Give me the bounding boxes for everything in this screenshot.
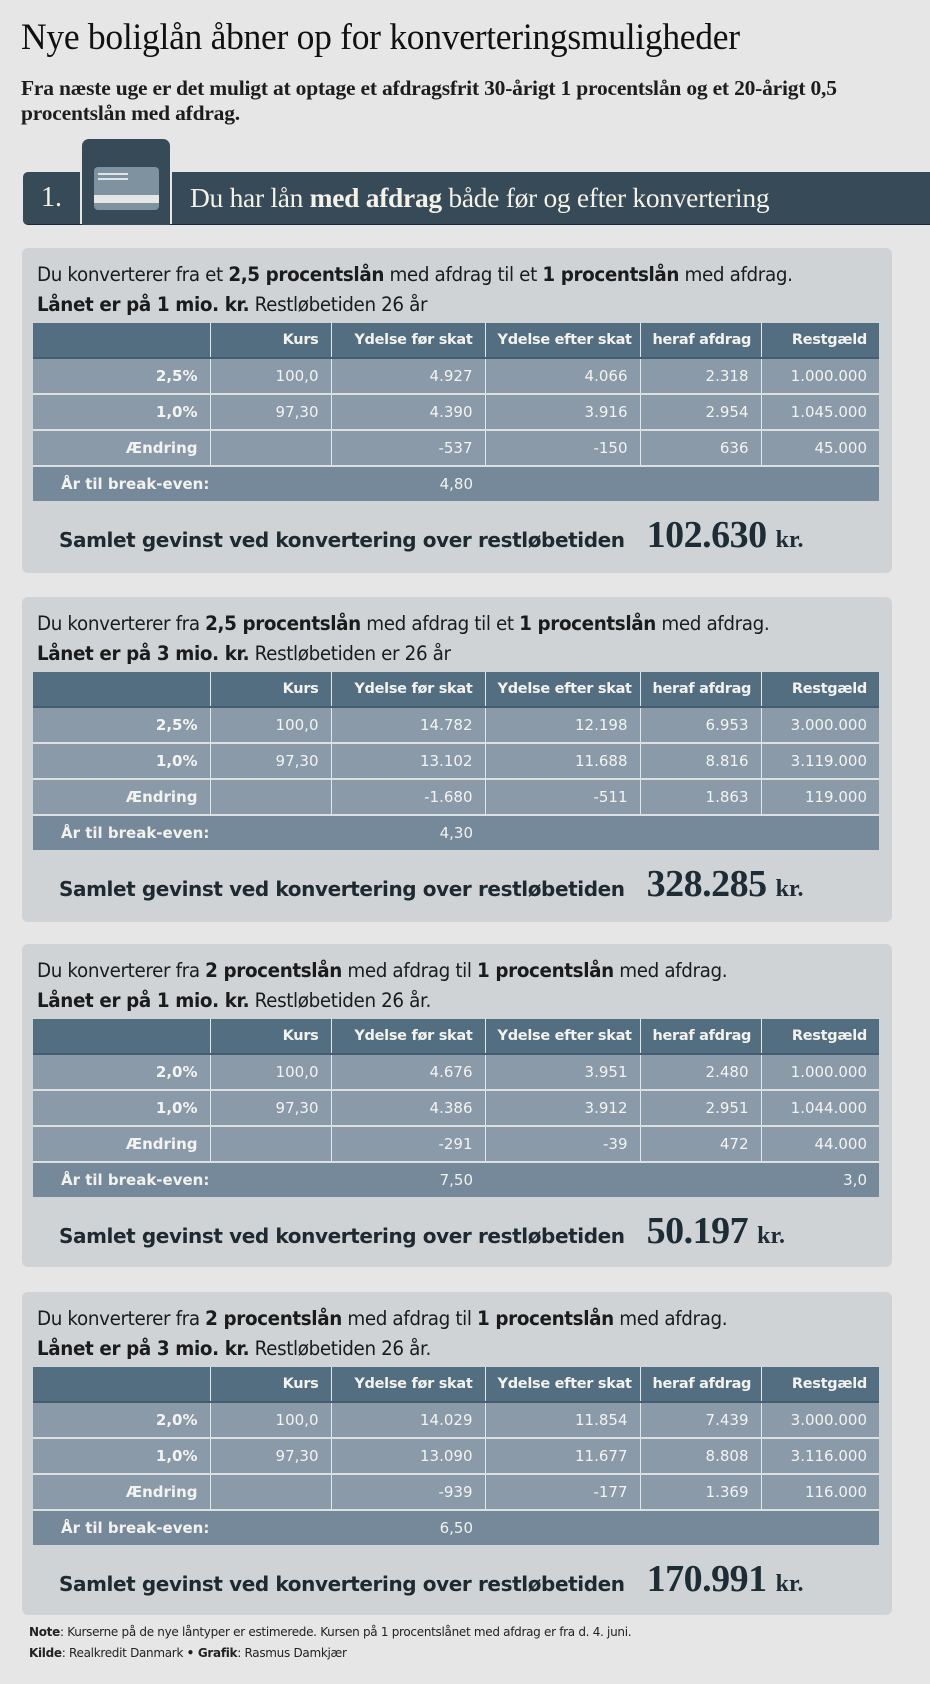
table-cell: -939 [331,1474,485,1510]
total-gain [59,1209,785,1253]
breakeven-row [33,1162,879,1197]
graphic-label: Grafik [197,1646,238,1660]
column-header [33,1019,210,1054]
section-title-text: både før og efter konvertering [441,182,770,213]
table-row [33,1126,879,1162]
column-header: Ydelse efter skat [485,323,640,358]
column-header: Kurs [210,1019,331,1054]
currency: kr. [757,1223,785,1249]
graphic-text: : Rasmus Damkjær [237,1646,347,1660]
column-header: Kurs [210,1367,331,1402]
intro-text: med afdrag. [613,959,728,982]
table-cell: 1.369 [640,1474,761,1510]
table-cell: -1.680 [331,779,485,815]
row-label: Ændring [33,779,210,815]
total-amount: 328.285 [646,863,767,905]
intro-text: med afdrag til et [360,612,520,635]
table-row [33,779,879,815]
from-loan: 2,5 procentslån [228,263,385,286]
credits-line [29,1643,631,1664]
column-header: heraf afdrag [640,323,761,358]
table-cell: 3.951 [485,1054,640,1090]
loan-amount: Lånet er på 1 mio. kr. [37,293,250,316]
intro-text: med afdrag til [341,1307,478,1330]
table-cell: 100,0 [210,358,331,394]
table-cell: 97,30 [210,1090,331,1126]
table-header-row [33,1367,879,1402]
section-divider [170,172,172,224]
table-cell: 3.000.000 [761,1402,879,1438]
intro-text: med afdrag. [655,612,770,635]
remaining-term: Restløbetiden 26 år. [249,1337,431,1360]
row-label: Ændring [33,1474,210,1510]
total-gain [59,1557,803,1601]
row-label: 1,0% [33,743,210,779]
table-row [33,1402,879,1438]
row-label: Ændring [33,1126,210,1162]
total-label: Samlet gevinst ved konvertering over restløbetiden [59,528,625,552]
table-row [33,1438,879,1474]
breakeven-extra [761,1510,879,1545]
empty-cell [485,1510,640,1545]
empty-cell [640,815,761,850]
column-header: heraf afdrag [640,1019,761,1054]
column-header: Ydelse før skat [331,1019,485,1054]
loan-amount: Lånet er på 3 mio. kr. [37,642,250,665]
column-header: Restgæld [761,672,879,707]
table-cell: 1.045.000 [761,394,879,430]
intro-text: med afdrag. [679,263,793,286]
page-subtitle: Fra næste uge er det muligt at optage et afdragsfrit 30-årigt 1 procentslån og et 20-årigt 0,5 procentslån med afdrag. [21,76,837,125]
loan-amount: Lånet er på 3 mio. kr. [37,1337,250,1360]
total-amount: 170.991 [646,1558,767,1600]
table-cell [210,430,331,466]
table-cell: 3.116.000 [761,1438,879,1474]
table-cell: 44.000 [761,1126,879,1162]
scenario-box [22,1292,892,1615]
breakeven-label: År til break-even: [33,1510,331,1545]
intro-text: Du konverterer fra [37,612,206,635]
table-cell: -511 [485,779,640,815]
table-header-row [33,323,879,358]
row-label: 1,0% [33,1090,210,1126]
scenario-table [33,672,879,850]
table-cell: 4.390 [331,394,485,430]
column-header: Ydelse efter skat [485,1367,640,1402]
to-loan: 1 procentslån [477,959,614,982]
table-cell: 3.000.000 [761,707,879,743]
column-header: Ydelse før skat [331,323,485,358]
table-cell: 2.954 [640,394,761,430]
table-cell: 6.953 [640,707,761,743]
credit-card-icon [94,167,159,210]
total-amount: 50.197 [646,1210,749,1252]
intro-text: Du konverterer fra [37,959,206,982]
scenario-intro [37,260,836,320]
remaining-term: Restløbetiden 26 år [249,293,428,316]
table-row [33,743,879,779]
column-header: Restgæld [761,1019,879,1054]
note-line [29,1622,631,1643]
to-loan: 1 procentslån [477,1307,614,1330]
breakeven-value: 4,80 [331,466,485,501]
breakeven-row [33,1510,879,1545]
remaining-term: Restløbetiden 26 år. [249,989,431,1012]
breakeven-value: 7,50 [331,1162,485,1197]
column-header [33,1367,210,1402]
table-row [33,707,879,743]
breakeven-extra: 3,0 [761,1162,879,1197]
table-cell: -150 [485,430,640,466]
scenario-table [33,1019,879,1197]
column-header: Ydelse før skat [331,1367,485,1402]
table-cell: 11.854 [485,1402,640,1438]
table-cell: 1.863 [640,779,761,815]
table-cell: 636 [640,430,761,466]
table-cell: 2.318 [640,358,761,394]
table-cell: 11.677 [485,1438,640,1474]
table-row [33,394,879,430]
table-cell: 3.119.000 [761,743,879,779]
column-header [33,672,210,707]
empty-cell [485,815,640,850]
currency: kr. [775,1571,804,1597]
table-cell [210,779,331,815]
empty-cell [640,1510,761,1545]
intro-text: Du konverterer fra et [37,263,229,286]
table-cell: 116.000 [761,1474,879,1510]
table-cell: 3.912 [485,1090,640,1126]
intro-text: med afdrag til [341,959,478,982]
table-row [33,430,879,466]
scenario-intro [37,609,836,669]
section-title-emphasis: med afdrag [309,182,442,213]
table-row [33,1054,879,1090]
table-cell: 14.029 [331,1402,485,1438]
row-label: 1,0% [33,1438,210,1474]
breakeven-row [33,466,879,501]
separator-bullet: • [186,1646,198,1660]
column-header: Ydelse efter skat [485,1019,640,1054]
column-header: Restgæld [761,1367,879,1402]
table-cell: 13.090 [331,1438,485,1474]
table-cell: 45.000 [761,430,879,466]
table-cell: 13.102 [331,743,485,779]
intro-text: Du konverterer fra [37,1307,206,1330]
column-header: Kurs [210,672,331,707]
table-cell: 97,30 [210,743,331,779]
column-header: Restgæld [761,323,879,358]
table-cell: 97,30 [210,1438,331,1474]
table-row [33,1090,879,1126]
table-cell: 97,30 [210,394,331,430]
to-loan: 1 procentslån [542,263,680,286]
table-header-row [33,1019,879,1054]
intro-text: med afdrag. [613,1307,728,1330]
total-label: Samlet gevinst ved konvertering over restløbetiden [59,877,625,901]
row-label: Ændring [33,430,210,466]
empty-cell [640,1162,761,1197]
scenario-table [33,1367,879,1545]
scenario-intro [37,956,836,1016]
table-cell: 1.000.000 [761,1054,879,1090]
table-cell: 119.000 [761,779,879,815]
currency: kr. [775,876,804,902]
table-cell: 4.676 [331,1054,485,1090]
column-header: heraf afdrag [640,672,761,707]
section-title [190,172,769,224]
table-cell: 4.066 [485,358,640,394]
breakeven-extra [761,815,879,850]
table-header-row [33,672,879,707]
table-cell: 100,0 [210,1054,331,1090]
from-loan: 2,5 procentslån [205,612,361,635]
from-loan: 2 procentslån [205,1307,342,1330]
breakeven-value: 4,30 [331,815,485,850]
table-cell: 3.916 [485,394,640,430]
breakeven-extra [761,466,879,501]
table-cell: 8.808 [640,1438,761,1474]
column-header: heraf afdrag [640,1367,761,1402]
table-cell: -177 [485,1474,640,1510]
table-row [33,1474,879,1510]
empty-cell [485,466,640,501]
scenario-box [22,944,892,1267]
scenario-box [22,248,892,573]
to-loan: 1 procentslån [519,612,656,635]
breakeven-value: 6,50 [331,1510,485,1545]
section-number: 1. [41,182,62,213]
intro-text: med afdrag til et [384,263,543,286]
breakeven-label: År til break-even: [33,1162,331,1197]
footer-notes [29,1622,631,1664]
total-amount: 102.630 [646,514,767,556]
total-label: Samlet gevinst ved konvertering over restløbetiden [59,1224,625,1248]
scenario-intro [37,1304,836,1364]
table-cell: 2.480 [640,1054,761,1090]
column-header: Ydelse efter skat [485,672,640,707]
scenario-table [33,323,879,501]
table-cell: 2.951 [640,1090,761,1126]
currency: kr. [775,527,804,553]
source-label: Kilde [29,1646,62,1660]
column-header: Kurs [210,323,331,358]
row-label: 2,5% [33,707,210,743]
table-cell [210,1474,331,1510]
breakeven-label: År til break-even: [33,466,331,501]
table-cell: 8.816 [640,743,761,779]
table-cell: -537 [331,430,485,466]
table-cell: -291 [331,1126,485,1162]
table-cell: 11.688 [485,743,640,779]
empty-cell [485,1162,640,1197]
loan-amount: Lånet er på 1 mio. kr. [37,989,250,1012]
column-header [33,323,210,358]
breakeven-label: År til break-even: [33,815,331,850]
table-cell: 100,0 [210,707,331,743]
table-cell: 12.198 [485,707,640,743]
note-label: Note [29,1625,60,1639]
table-cell: 1.000.000 [761,358,879,394]
table-cell: 100,0 [210,1402,331,1438]
page-title: Nye boliglån åbner op for konverteringsmuligheder [21,17,740,58]
row-label: 2,0% [33,1402,210,1438]
remaining-term: Restløbetiden er 26 år [249,642,451,665]
total-label: Samlet gevinst ved konvertering over restløbetiden [59,1572,625,1596]
column-header: Ydelse før skat [331,672,485,707]
row-label: 1,0% [33,394,210,430]
table-cell: 4.927 [331,358,485,394]
table-cell [210,1126,331,1162]
table-cell: 7.439 [640,1402,761,1438]
total-gain [59,862,803,906]
source-text: : Realkredit Danmark [61,1646,187,1660]
note-text: : Kurserne på de nye låntyper er estimerede. Kursen på 1 procentslånet med afdrag er fra d. 4. juni. [59,1625,632,1639]
row-label: 2,5% [33,358,210,394]
table-row [33,358,879,394]
table-cell: -39 [485,1126,640,1162]
row-label: 2,0% [33,1054,210,1090]
table-cell: 472 [640,1126,761,1162]
breakeven-row [33,815,879,850]
total-gain [59,513,803,557]
table-cell: 1.044.000 [761,1090,879,1126]
table-cell: 4.386 [331,1090,485,1126]
empty-cell [640,466,761,501]
table-cell: 14.782 [331,707,485,743]
scenario-box [22,597,892,922]
section-title-text: Du har lån [190,182,310,213]
from-loan: 2 procentslån [205,959,342,982]
